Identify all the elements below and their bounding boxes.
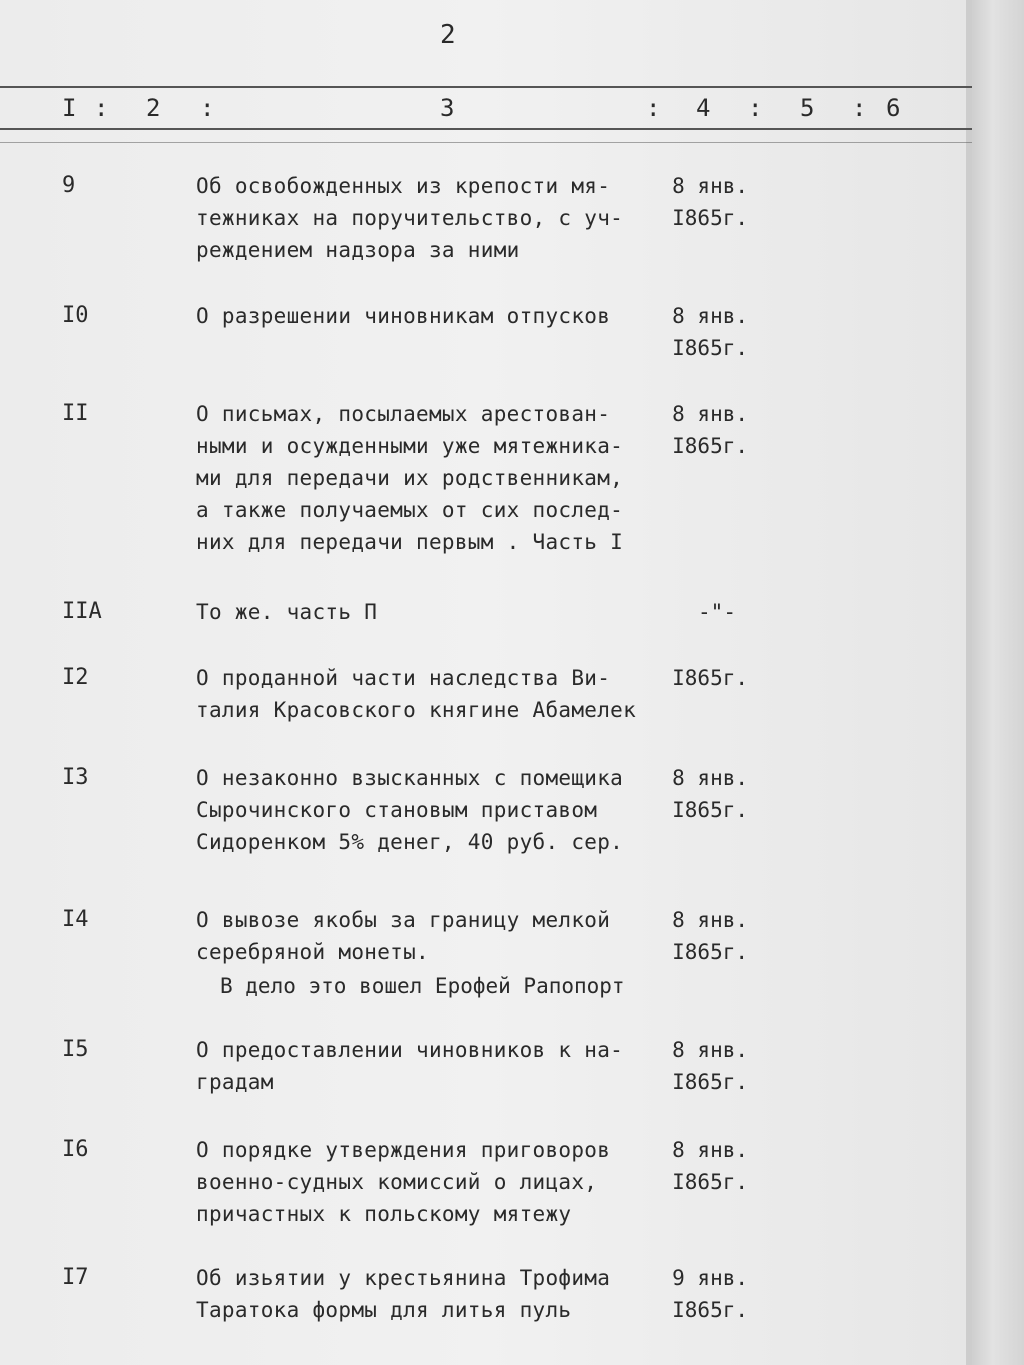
entry-title: То же. часть П [196, 600, 378, 624]
header-col-4: 4 [696, 94, 713, 122]
entry-title: О порядке утверждения приговоров военно-судных комиссий о лицах, причастных к польскому мятежу [196, 1138, 611, 1226]
entry-title: О вывозе якобы за границу мелкой серебряной монеты. [196, 908, 611, 964]
entry-number: I6 [62, 1137, 89, 1162]
entry-date: -"- [698, 600, 736, 624]
header-sep: : [200, 94, 217, 122]
header-col-6: 6 [886, 94, 903, 122]
entry-number: II [62, 401, 89, 426]
header-rule-top [0, 86, 972, 88]
entry-title: О разрешении чиновникам отпусков [196, 304, 611, 328]
header-col-1: I [62, 94, 79, 122]
header-col-5: 5 [800, 94, 817, 122]
entry-number: IIА [62, 599, 102, 624]
entry-title: О предоставлении чиновников к на- градам [196, 1038, 624, 1094]
entry-date: I865г. [672, 666, 748, 690]
entry-number: 9 [62, 173, 76, 198]
header-rule-shadow [0, 142, 972, 143]
entry-title: О письмах, посылаемых арестован- ными и осужденными уже мятежника- ми для передачи их родственникам, а также получаемых от сих послед- них для передачи первым . Часть I [196, 402, 624, 554]
entry-number: I7 [62, 1265, 89, 1290]
entry-date: 9 янв. I865г. [672, 1266, 748, 1322]
header-sep: : [748, 94, 765, 122]
header-sep: : [852, 94, 869, 122]
entry-number: I4 [62, 907, 89, 932]
header-col-3: 3 [440, 94, 457, 122]
adjacent-page-edge [972, 0, 1024, 1365]
entry-note: В дело это вошел Ерофей Рапопорт [220, 974, 625, 998]
entry-title: Об освобожденных из крепости мя- тежниках на поручительство, с уч- реждением надзора за ними [196, 174, 624, 262]
header-sep: : [646, 94, 663, 122]
entry-date: 8 янв. I865г. [672, 402, 748, 458]
entry-date: 8 янв. I865г. [672, 304, 748, 360]
entry-date: 8 янв. I865г. [672, 908, 748, 964]
entry-date: 8 янв. I865г. [672, 174, 748, 230]
header-col-2: 2 [146, 94, 163, 122]
header-sep: : [94, 94, 111, 122]
entry-number: I5 [62, 1037, 89, 1062]
header-rule-bottom [0, 128, 972, 130]
entry-number: I0 [62, 303, 89, 328]
entry-date: 8 янв. I865г. [672, 1038, 748, 1094]
page-number: 2 [440, 20, 456, 50]
entry-date: 8 янв. I865г. [672, 766, 748, 822]
entry-number: I2 [62, 665, 89, 690]
entry-number: I3 [62, 765, 89, 790]
entry-title: Об изьятии у крестьянина Трофима Таратока формы для литья пуль [196, 1266, 611, 1322]
entry-title: О незаконно взысканных с помещика Сырочинского становым приставом Сидоренком 5% денег, 40 руб. сер. [196, 766, 624, 854]
entry-date: 8 янв. I865г. [672, 1138, 748, 1194]
entry-title: О проданной части наследства Ви- талия Красовского княгине Абамелек [196, 666, 637, 722]
